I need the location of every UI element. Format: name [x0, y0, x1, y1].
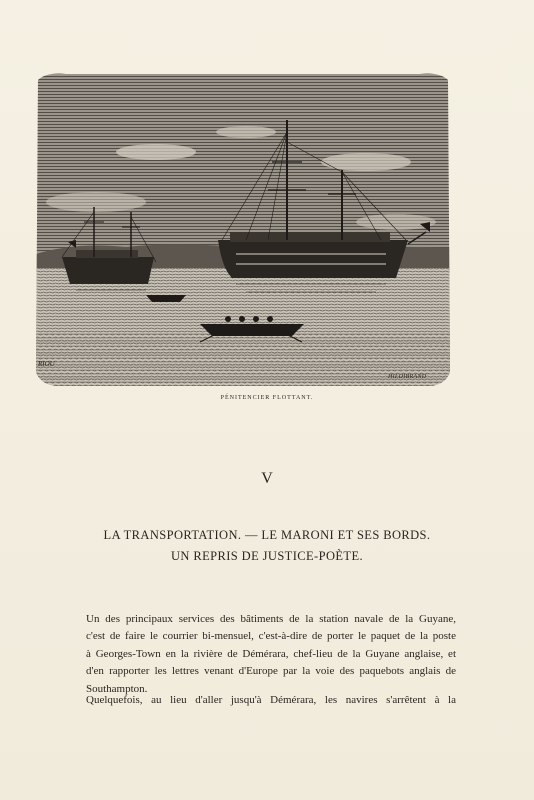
illustration-caption: PÉNITENCIER FLOTTANT. — [220, 395, 314, 401]
chapter-number: V — [261, 470, 273, 487]
paragraph-1 — [86, 611, 456, 698]
paragraph-2 — [86, 692, 456, 709]
text-line: d'en rapporter les lettres venant d'Europe par la voie des paquebots anglais de — [86, 665, 456, 678]
small-boat — [146, 295, 186, 302]
text-line: c'est de faire le courrier bi-mensuel, c'est-à-dire de porter le paquet de la poste — [86, 630, 456, 643]
text-line: Southampton. — [86, 682, 148, 695]
text-line: à Georges-Town en la rivière de Démérara, chef-lieu de la Guyane anglaise, et — [86, 647, 456, 660]
chapter-title-line-1: LA TRANSPORTATION. — LE MARONI ET SES BORDS. — [103, 528, 431, 542]
engraver-signature-right: HILDIBRAND — [388, 374, 427, 380]
text-line: Un des principaux services des bâtiments de la station navale de la Guyane, — [86, 613, 456, 625]
engraving-illustration — [36, 72, 450, 388]
engraver-signature-left: RIOU — [38, 360, 55, 368]
ships-engraving — [36, 72, 450, 388]
chapter-title-line-2: UN REPRIS DE JUSTICE-POÈTE. — [170, 549, 364, 563]
text-line: Quelquefois, au lieu d'aller jusqu'à Démérara, les navires s'arrêtent à la — [86, 694, 456, 706]
